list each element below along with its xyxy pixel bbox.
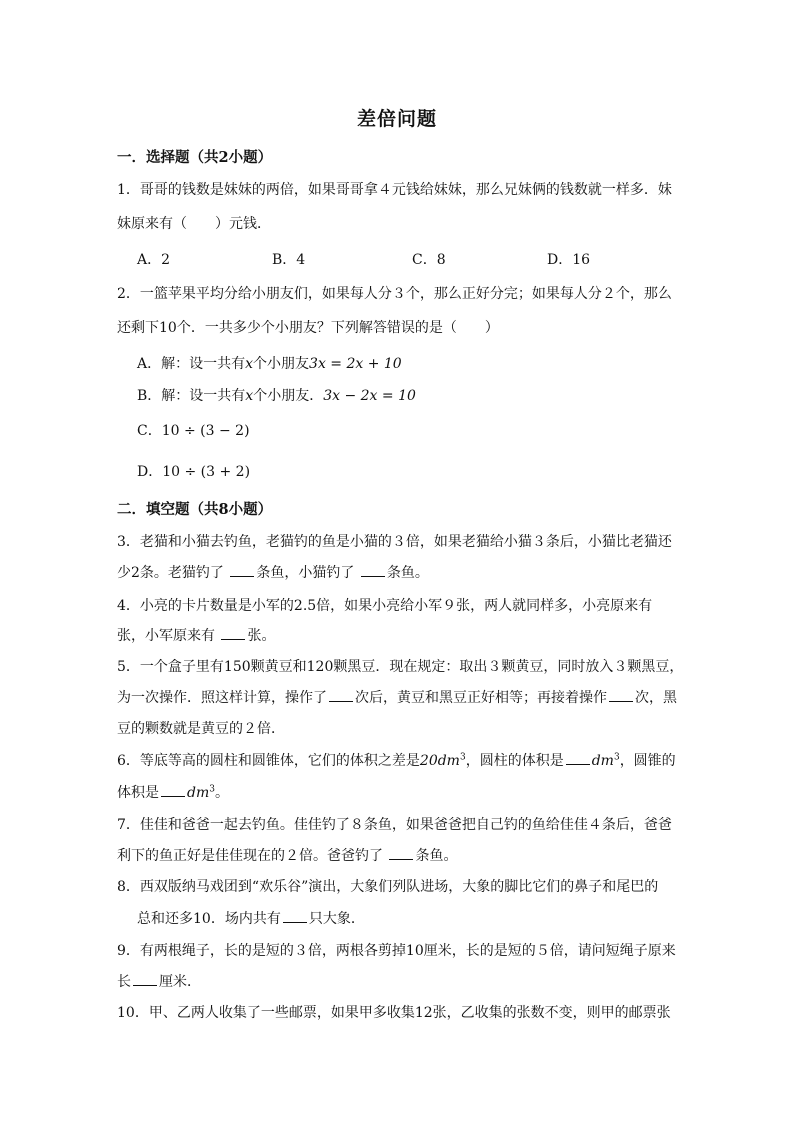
question-5-line-1: 5．一个盒子里有150颗黄豆和120颗黑豆．现在规定：取出３颗黄豆，同时放入３颗黑豆， (117, 659, 684, 675)
option-b-equation: 3x − 2x = 10 (323, 388, 416, 404)
question-9-line-1: 9．有两根绳子，长的是短的３倍，两根各剪掉10厘米，长的是短的５倍，请问短绳子原来 (117, 943, 676, 959)
option-d: D．16 (547, 252, 591, 268)
page-title: 差倍问题 (356, 108, 437, 130)
option-a: A．2 (137, 252, 171, 268)
question-6-text-a: 6．等底等高的圆柱和圆锥体，它们的体积之差是 (117, 753, 420, 769)
answer-blank[interactable] (283, 908, 307, 923)
question-3-text-a: 少2条。老猫钓了 (117, 565, 224, 581)
question-6-text-c: ，圆柱的体积是 (465, 753, 564, 769)
answer-blank[interactable] (361, 562, 385, 577)
answer-blank[interactable] (329, 687, 353, 702)
question-2-option-a (137, 353, 402, 373)
question-5-text-c: 次，黑 (635, 690, 677, 706)
question-8-line-2 (137, 908, 365, 928)
volume-difference: 20dm (419, 753, 460, 769)
section-heading-fill: 二．填空题（共8小题） (117, 501, 273, 518)
question-5-line-2 (117, 687, 677, 707)
unit-dm: dm (187, 785, 210, 801)
question-3-line-2 (117, 562, 429, 582)
answer-blank[interactable] (566, 750, 590, 765)
question-8-text-a: 总和还多10．场内共有 (137, 911, 281, 927)
question-3-line-1: 3．老猫和小猫去钓鱼，老猫钓的鱼是小猫的３倍，如果老猫给小猫３条后，小猫比老猫还 (117, 534, 672, 550)
question-3-text-c: 条鱼。 (386, 565, 429, 581)
question-3-text-b: 条鱼，小猫钓了 (256, 565, 355, 581)
unit-exponent: 3 (613, 752, 620, 763)
question-9-text-a: 长 (117, 974, 131, 990)
question-9-line-2 (117, 971, 201, 991)
question-5-text-a: 为一次操作．照这样计算，操作了 (117, 690, 327, 706)
answer-blank[interactable] (161, 782, 185, 797)
question-1-line-1: 1．哥哥的钱数是妹妹的两倍，如果哥哥拿４元钱给妹妹，那么兄妹俩的钱数就一样多．妹 (117, 182, 672, 198)
answer-blank[interactable] (221, 625, 245, 640)
question-7-text-a: 利下的鱼正好是佳佳现在的２倍。爸爸钓了 (117, 848, 383, 864)
question-6-text-g: 。 (214, 785, 229, 801)
question-8-text-b: 只大象． (308, 911, 365, 927)
question-7-line-1: 7．佳佳和爸爸一起去钓鱼。佳佳钓了８条鱼，如果爸爸把自己钓的鱼给佳佳４条后，爸爸 (117, 817, 672, 833)
answer-blank[interactable] (389, 845, 413, 860)
question-4-line-2 (117, 625, 275, 645)
unit-dm: dm (591, 753, 614, 769)
question-2-option-b (137, 385, 416, 405)
question-4-text-a: 张，小军原来有 (117, 628, 215, 644)
answer-blank[interactable] (230, 562, 254, 577)
question-2-option-c: C．10 ÷ (3 − 2) (137, 423, 250, 439)
option-a-variable: x (245, 356, 254, 372)
question-5-text-b: 次后，黄豆和黑豆正好相等；再接着操作 (355, 690, 607, 706)
answer-blank[interactable] (133, 971, 157, 986)
option-b-tail: 个小朋友． (253, 388, 324, 404)
question-4-line-1: 4．小亮的卡片数量是小军的2.5倍，如果小亮给小军９张，两人就同样多，小亮原来有 (117, 598, 653, 614)
question-9-text-b: 厘米． (159, 974, 201, 990)
question-5-line-3: 豆的颗数就是黄豆的２倍． (117, 721, 285, 737)
question-6-text-e: ，圆锥的 (619, 753, 676, 769)
option-a-tail: 个小朋友 (253, 356, 310, 372)
question-10-line-1: 10．甲、乙两人收集了一些邮票，如果甲多收集12张，乙收集的张数不变，则甲的邮票张 (117, 1005, 671, 1021)
option-a-text: A．解：设一共有 (137, 356, 246, 372)
question-1-line-2: 妹原来有（ ）元钱． (117, 216, 271, 232)
question-2-option-d: D．10 ÷ (3 + 2) (137, 464, 251, 480)
question-6-line-1 (117, 750, 676, 770)
unit-exponent: 3 (459, 752, 466, 763)
question-4-text-b: 张。 (247, 628, 276, 644)
option-c: C．8 (412, 252, 446, 268)
option-a-equation: 3x = 2x + 10 (309, 356, 402, 372)
question-6-line-2 (117, 782, 229, 802)
unit-exponent: 3 (209, 784, 215, 795)
question-2-line-2: 还剩下10个．一共多少个小朋友？下列解答错误的是（ ） (117, 320, 499, 336)
option-b-variable: x (245, 388, 254, 404)
question-2-line-1: 2．一篮苹果平均分给小朋友们，如果每人分３个，那么正好分完；如果每人分２个，那么 (117, 286, 672, 302)
question-7-text-b: 条鱼。 (415, 848, 458, 864)
option-b: B．4 (272, 252, 306, 268)
answer-blank[interactable] (609, 687, 633, 702)
section-heading-choice: 一．选择题（共2小题） (117, 149, 273, 166)
question-7-line-2 (117, 845, 457, 865)
question-6-text-f: 体积是 (117, 785, 159, 801)
option-b-text: B．解：设一共有 (137, 388, 246, 404)
question-8-line-1: 8．西双版纳马戏团到“欢乐谷”演出，大象们列队进场，大象的脚比它们的鼻子和尾巴的 (117, 879, 659, 895)
